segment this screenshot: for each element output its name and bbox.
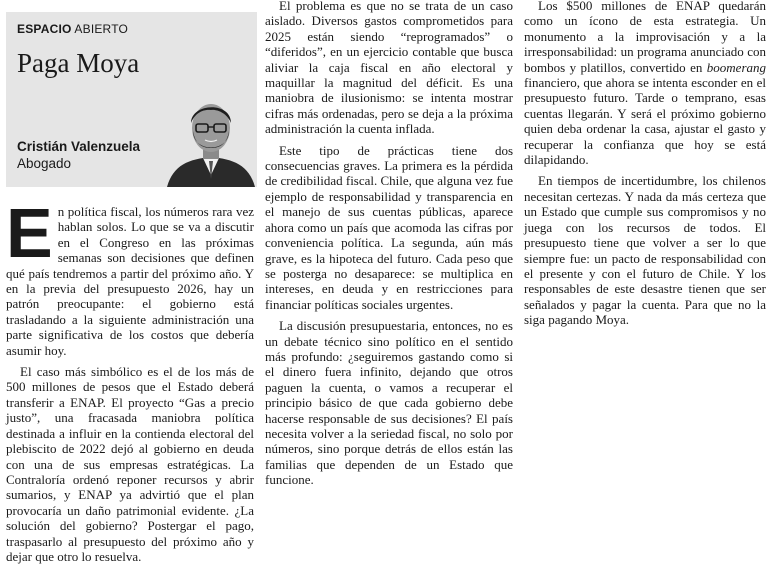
author-photo bbox=[165, 95, 257, 187]
article-paragraph-4: Este tipo de prácticas tiene dos consecuencias graves. La primera es la pérdida de credibilidad fiscal. Chile, que alguna vez fue ejemplo de responsabilidad y transparencia en el manejo de sus cuentas públicas, aparece ahora como un país que acomoda las cifras por conveniencia política. La segunda, aún más grave, es la hipoteca del futuro. Cada peso que se posterga no desaparece: se multiplica en intereses, en deuda y en restricciones para financiar políticas sociales urgentes. bbox=[265, 142, 513, 312]
article-paragraph-3: El problema es que no se trata de un caso aislado. Diversos gastos comprometidos para 2025 están siendo “reprogramados” o “diferidos”, en un ejercicio contable que busca aliviar la caja fiscal en año electoral y maquillar la magnitud del déficit. Es una maniobra de ilusionismo: se intenta mostrar cifras más ordenadas, pero se deja a la próxima administración la cuenta inflada. bbox=[265, 0, 513, 137]
article-title: Paga Moya bbox=[17, 48, 140, 78]
drop-cap: E bbox=[6, 194, 53, 272]
section-label-rest: ABIERTO bbox=[74, 22, 129, 36]
text-column-3 bbox=[524, 0, 766, 437]
section-label-bold: ESPACIO bbox=[17, 22, 72, 36]
section-label bbox=[17, 22, 128, 36]
article-paragraph-6: Los $500 millones de ENAP quedarán como un ícono de esta estrategia. Un monumento a la improvisación y a la irresponsabilidad: un programa anunciado con bombos y platillos, convertido en boomerang financiero, que ahora se intenta esconder en el presupuesto futuro. Tarde o temprano, esas cuentas llegarán. Y será el próximo gobierno quien deba ordenar la casa, ajustar el gasto y recuperar la confianza que hoy se está dilapidando. bbox=[524, 0, 766, 168]
author-role: Abogado bbox=[17, 156, 72, 171]
article-paragraph-7: En tiempos de incertidumbre, los chilenos necesitan certezas. Y nada da más certeza que un Estado que cumple sus compromisos y no juega con los recursos de todos. El presupuesto tiene que volver a ser lo que siempre fue: un pacto de responsabilidad con el presente y con el futuro de Chile. Y los responsables de este desastre tienen que ser señalados y pagar la cuenta. Para que no la siga pagando Moya. bbox=[524, 173, 766, 328]
text-column-2 bbox=[265, 0, 513, 488]
article-paragraph-1: En política fiscal, los números rara vez hablan solos. Lo que se va a discutir en el Congreso en las próximas semanas son decisiones que definen qué país tendremos a partir del próximo año. Y en la previa del presupuesto 2026, hay un patrón preocupante: el gobierno está trasladando a la siguiente administración una parte significativa de los costos que debería asumir hoy. bbox=[6, 194, 254, 358]
article-paragraph-2-start: El caso más simbólico es el de los más de 500 millones de pesos que el Estado deberá transferir a ENAP. El proyecto “Gas a precio justo”, una fracasada maniobra política destinada a influir en la contienda electoral del plebiscito de 2022 dejó al gobierno en deuda con una de sus empresas estratégicas. La Contraloría ordenó reponer recursos y abrir sumarios, y ENAP ya advirtió que el plan provocaría un daño patrimonial evidente. ¿La solución del gobierno? Postergar el pago, traspasarlo al presupuesto del próximo año y dejar que otro lo resuelva. bbox=[6, 364, 254, 564]
text-column-1 bbox=[6, 194, 254, 564]
article-paragraph-5: La discusión presupuestaria, entonces, no es un debate técnico sino político en el sentido más profundo: ¿seguiremos gastando como si el dinero fuera infinito, dejando que otros paguen la cuenta, o vamos a recuperar el principio básico de que cada gobierno debe hacerse responsable de sus decisiones? El país necesita volver a la seriedad fiscal, no solo por números, sino porque detrás de ellos están las familias que dependen de un Estado que funcione. bbox=[265, 318, 513, 488]
author-name: Cristián Valenzuela bbox=[17, 139, 141, 154]
